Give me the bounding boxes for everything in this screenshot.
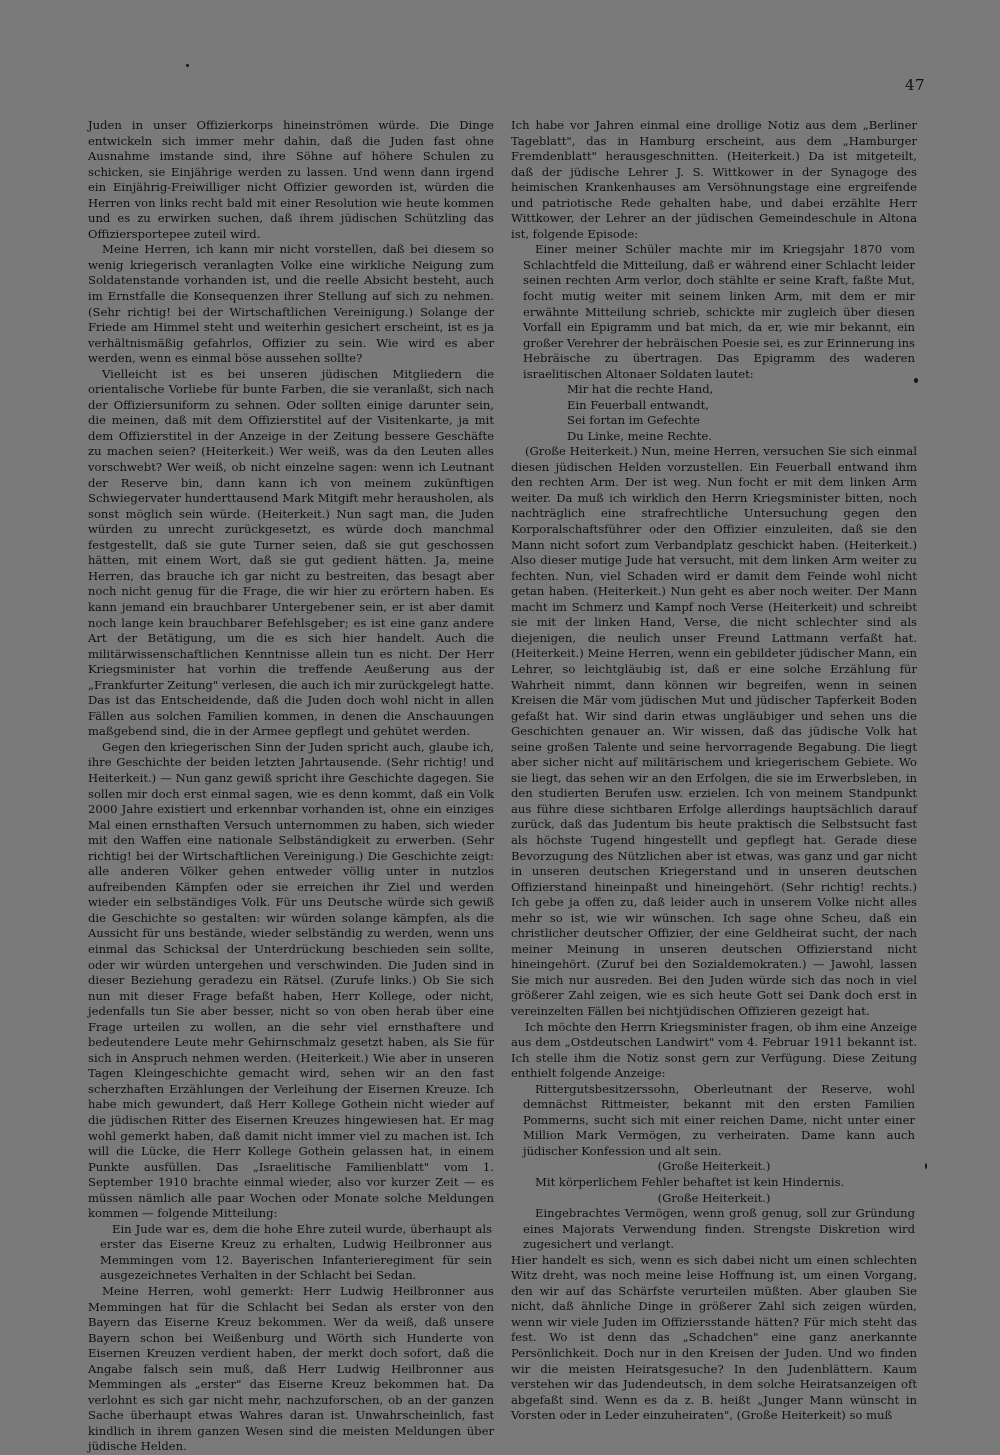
left-text-column [88,118,494,1455]
scan-speck [925,1163,927,1169]
paragraph: Gegen den kriegerischen Sinn der Juden spricht auch, glaube ich, ihre Geschichte der beiden letzten Jahrtausende. (Sehr richtig! und Heiterkeit.) — Nun ganz gewiß spricht ihre Geschichte dagegen. Sie sollen mir doch erst einmal sagen, wie es denn kommt, daß ein Volk 2000 Jahre existiert und erkennbar vorhanden ist, ohne ein einziges Mal einen ernsthaften Versuch unternommen zu haben, sich wieder mit den Waffen eine nationale Selbständigkeit zu erwerben. (Sehr richtig! bei der Wirtschaftlichen Vereinigung.) Die Geschichte zeigt: alle anderen Völker gehen entweder völlig unter in nutzlos aufreibenden Kämpfen oder sie erreichen ihr Ziel und werden wieder ein selbständiges Volk. Für uns Deutsche würde sich gewiß die Geschichte so gestalten: wir würden solange kämpfen, als die Aussicht für uns bestände, wieder selbständig zu werden, wenn uns einmal das Schicksal der Unterdrückung beschieden sein sollte, oder wir würden untergehen und verschwinden. Die Juden sind in dieser Beziehung geradezu ein Rätsel. (Zurufe links.) Ob Sie sich nun mit dieser Frage befaßt haben, Herr Kollege, oder nicht, jedenfalls tun Sie aber besser, nicht so von oben herab über eine Frage urteilen zu wollen, an die sehr viel ernsthaftere und bedeutendere Leute mehr Gehirnschmalz gesetzt haben, als Sie für sich in Anspruch nehmen werden. (Heiterkeit.) Wie aber in unseren Tagen Kleingeschichte gemacht wird, sehen wir an den fast scherzhaften Erzählungen der Verleihung der Eisernen Kreuze. Ich habe mich gewundert, daß Herr Kollege Gothein nicht wieder auf die jüdischen Ritter des Eisernen Kreuzes hingewiesen hat. Er mag wohl gemerkt haben, daß damit nicht immer viel zu machen ist. Ich will die Lücke, die Herr Kollege Gothein gelassen hat, in einem Punkte ausfüllen. Das „Israelitische Familienblatt" vom 1. September 1910 brachte einmal wieder, also vor kurzer Zeit — es müssen nämlich alle paar Wochen oder Monate solche Meldungen kommen — folgende Mitteilung: [88,739,494,1221]
advertisement-quote: Rittergutsbesitzerssohn, Oberleutnant der Reserve, wohl demnächst Rittmeister, bekannt mit den ersten Familien Pommerns, sucht sich mit einer reichen Dame, nicht unter einer Million Mark Vermögen, zu verheiraten. Dame kann auch jüdischer Konfession und alt sein. [523,1081,915,1158]
paragraph: Meine Herren, ich kann mir nicht vorstellen, daß bei diesem so wenig kriegerisch veranlagten Volke eine wirkliche Neigung zum Soldatenstande vorhanden ist, und die reelle Absicht besteht, auch im Ernstfalle die Konsequenzen ihrer Stellung auf sich zu nehmen. (Sehr richtig! bei der Wirtschaftlichen Vereinigung.) Solange der Friede am Himmel steht und weiterhin gesichert erscheint, ist es ja verhältnismäßig gefahrlos, Offizier zu sein. Wie wird es aber werden, wenn es einmal böse aussehen sollte? [88,242,494,366]
paragraph: (Große Heiterkeit.) Nun, meine Herren, versuchen Sie sich einmal diesen jüdischen Helden vorzustellen. Ein Feuerball entwand ihm den rechten Arm. Der ist weg. Nun focht er mit dem linken Arm weiter. Da muß ich wirklich den Herrn Kriegsminister bitten, noch nachträglich eine strafrechtliche Untersuchung gegen den Korporalschaftsführer oder den Offizier einzuleiten, daß sie den Mann nicht sofort zum Verbandplatz geschickt haben. (Heiterkeit.) Also dieser mutige Jude hat versucht, mit dem linken Arm weiter zu fechten. Nun, viel Schaden wird er damit dem Feinde wohl nicht getan haben. (Heiterkeit.) Nun geht es aber noch weiter. Der Mann macht im Schmerz und Kampf noch Verse (Heiterkeit) und schreibt sie mit der linken Hand, Verse, die nicht schlechter sind als diejenigen, die neulich unser Freund Lattmann verfaßt hat. (Heiterkeit.) Meine Herren, wenn ein gebildeter jüdischer Mann, ein Lehrer, so leichtgläubig ist, daß er eine solche Erzählung für Wahrheit nimmt, dann können wir begreifen, wenn in seinen Kreisen die Mär vom jüdischen Mut und jüdischer Tapferkeit Boden gefaßt hat. Wir sind darin etwas ungläubiger und sehen uns die Geschichten genauer an. Wir wissen, daß das jüdische Volk hat seine großen Talente und seine hervorragende Begabung. Die liegt aber sicher nicht auf militärischem und kriegerischem Gebiete. Wo sie liegt, das sehen wir an den Erfolgen, die sie im Erwerbsleben, in den studierten Berufen usw. erzielen. Ich von meinem Standpunkt aus führe diese sichtbaren Erfolge allerdings hauptsächlich darauf zurück, daß das Judentum bis heute praktisch die Selbstsucht fast als höchste Tugend hingestellt und gepflegt hat. Gerade diese Bevorzugung des Nützlichen aber ist etwas, was ganz und gar nicht in unseren deutschen Kriegerstand und in unseren deutschen Offizierstand hineinpaßt und hineingehört. (Sehr richtig! rechts.) Ich gebe ja offen zu, daß leider auch in unserem Volke nicht alles mehr so ist, wie wir wünschen. Ich sage ohne Scheu, daß ein christlicher deutscher Offizier, der eine Geldheirat sucht, der nach meiner Meinung in unseren deutschen Offizierstand nicht hineingehört. (Zuruf bei den Sozialdemokraten.) — Jawohl, lassen Sie mich nur ausreden. Bei den Juden würde sich das noch in viel größerer Zahl zeigen, wie es sich heute Gott sei Dank doch erst in vereinzelten Fällen bei nichtjüdischen Offizieren gezeigt hat. [511,444,917,1018]
paragraph: Juden in unser Offizierkorps hineinströmen würde. Die Dinge entwickeln sich immer mehr dahin, daß die Juden fast ohne Ausnahme imstande sind, ihre Söhne auf höhere Schulen zu schicken, sie Einjährige werden zu lassen. Und wenn dann irgend ein Einjährig-Freiwilliger nicht Offizier geworden ist, würden die Herren von links recht bald mit einer Resolution wie heute kommen und es zu erwirken suchen, daß ihrem jüdischen Schützling das Offiziersportepee zuteil wird. [88,118,494,241]
advertisement-quote: Mit körperlichem Fehler behaftet ist kein Hindernis. [535,1175,845,1189]
paragraph: Vielleicht ist es bei unseren jüdischen Mitgliedern die orientalische Vorliebe für bunte Farben, die sie veranlaßt, sich nach der Offiziersuniform zu sehnen. Oder sollten einige darunter sein, die meinen, daß mit dem Offizierstitel auf der Visitenkarte, ja mit dem Offizierstitel in der Anzeige in der Zeitung bessere Geschäfte zu machen seien? (Heiterkeit.) Wer weiß, was da den Leuten alles vorschwebt? Wer weiß, ob nicht einzelne sagen: wenn ich Leutnant der Reserve bin, dann kann ich von meinem zukünftigen Schwiegervater hunderttausend Mark Mitgift mehr herausholen, als sonst möglich sein würde. (Heiterkeit.) Nun sagt man, die Juden würden zu unrecht zurückgesetzt, es würde doch manchmal festgestellt, daß sie gute Turner seien, daß sie gut geschossen hätten, mit einem Wort, daß sie gut gedient hätten. Ja, meine Herren, das brauche ich gar nicht zu bestreiten, das besagt aber noch nicht genug für die Frage, die wir hier zu erörtern haben. Es kann jemand ein brauchbarer Untergebener sein, er ist aber damit noch lange kein brauchbarer Befehlsgeber; es ist eine ganz andere Art der Betätigung, um die es sich hier handelt. Auch die militärwissenschaftlichen Kenntnisse allein tun es nicht. Der Herr Kriegsminister hat vorhin die treffende Aeußerung aus der „Frankfurter Zeitung" verlesen, die auch ich mir zurückgelegt hatte. Das ist das Entscheidende, daß die Juden doch wohl nicht in allen Fällen aus solchen Familien kommen, in denen die Anschauungen maßgebend sind, die in der Armee gepflegt und gehütet werden. [88,366,494,739]
poem-line: Du Linke, meine Rechte. [567,428,712,443]
paragraph: Ich habe vor Jahren einmal eine drollige Notiz aus dem „Berliner Tageblatt", das in Hamburg erscheint, aus dem „Hamburger Fremdenblatt" herausgeschnitten. (Heiterkeit.) Da ist mitgeteilt, daß der jüdische Lehrer J. S. Wittkower in der Synagoge des heimischen Krankenhauses am Versöhnungstage eine ergreifende und patriotische Rede gehalten habe, und dabei erzählte Herr Wittkower, der Lehrer an der jüdischen Gemeindeschule in Altona ist, folgende Episode: [511,118,917,241]
poem-line: Ein Feuerball entwandt, [567,397,709,412]
scan-speck [186,64,189,67]
right-text-column [511,118,917,1424]
advertisement-quote: Eingebrachtes Vermögen, wenn groß genug, soll zur Gründung eines Majorats Verwendung finden. Strengste Diskretion wird zugesichert und verlangt. [523,1206,915,1252]
scan-speck [914,378,918,383]
paragraph: Meine Herren, wohl gemerkt: Herr Ludwig Heilbronner aus Memmingen hat für die Schlacht bei Sedan als erster von den Bayern das Eiserne Kreuz bekommen. Wer da weiß, daß unsere Bayern schon bei Weißenburg und Wörth sich Hunderte von Eisernen Kreuzen verdient haben, der merkt doch sofort, daß die Angabe falsch sein muß, daß Herr Ludwig Heilbronner aus Memmingen als „erster" das Eiserne Kreuz bekommen hat. Da verlohnt es sich gar nicht mehr, nachzuforschen, ob an der ganzen Sache überhaupt etwas Wahres daran ist. Unwahrscheinlich, fast kindlich in ihrem ganzen Wesen sind die meisten Meldungen über jüdische Helden. [88,1284,494,1454]
paragraph: Hier handelt es sich, wenn es sich dabei nicht um einen schlechten Witz dreht, was noch meine leise Hoffnung ist, um einen Vorgang, den wir auf das Schärfste verurteilen müßten. Aber glauben Sie nicht, daß ähnliche Dinge in größerer Zahl sich zeigen würden, wenn wir viele Juden im Offiziersstande hätten? Für mich steht das fest. Wo ist denn das „Schadchen" eine ganz anerkannte Persönlichkeit. Doch nur in den Kreisen der Juden. Und wo finden wir die meisten Heiratsgesuche? In den Judenblättern. Kaum verstehen wir das Judendeutsch, in dem solche Heiratsanzeigen oft abgefaßt sind. Wenn es da z. B. heißt „Junger Mann wünscht in Vorsten oder in Leder einzuheiraten", (Große Heiterkeit) so muß [511,1252,917,1423]
epigram-poem [567,382,917,444]
poem-line: Mir hat die rechte Hand, [567,382,714,397]
laughter-note: (Große Heiterkeit.) [657,1190,771,1205]
block-quote: Ein Jude war es, dem die hohe Ehre zuteil wurde, überhaupt als erster das Eiserne Kreuz zu erhalten, Ludwig Heilbronner aus Memmingen vom 12. Bayerischen Infanterieregiment für sein ausgezeichnetes Verhalten in der Schlacht bei Sedan. [100,1221,492,1283]
paragraph: Ich möchte den Herrn Kriegsminister fragen, ob ihm eine Anzeige aus dem „Ostdeutschen Landwirt" vom 4. Februar 1911 bekannt ist. Ich stelle ihm die Notiz sonst gern zur Verfügung. Diese Zeitung enthielt folgende Anzeige: [511,1019,917,1081]
block-quote: Einer meiner Schüler machte mir im Kriegsjahr 1870 vom Schlachtfeld die Mitteilung, daß er während einer Schlacht leider seinen rechten Arm verlor, doch stählte er seine Kraft, faßte Mut, focht mutig weiter mit seinem linken Arm, mit dem er mir erwähnte Mitteilung schrieb, schickte mir zugleich über diesen Vorfall ein Epigramm und bat mich, da er, wie mir bekannt, ein großer Verehrer der hebräischen Poesie sei, es zur Erinnerung ins Hebräische zu übertragen. Das Epigramm des waderen israelitischen Altonaer Soldaten lautet: [523,242,915,381]
laughter-note: (Große Heiterkeit.) [657,1159,771,1174]
poem-line: Sei fortan im Gefechte [567,413,700,428]
page-number: 47 [905,76,926,94]
